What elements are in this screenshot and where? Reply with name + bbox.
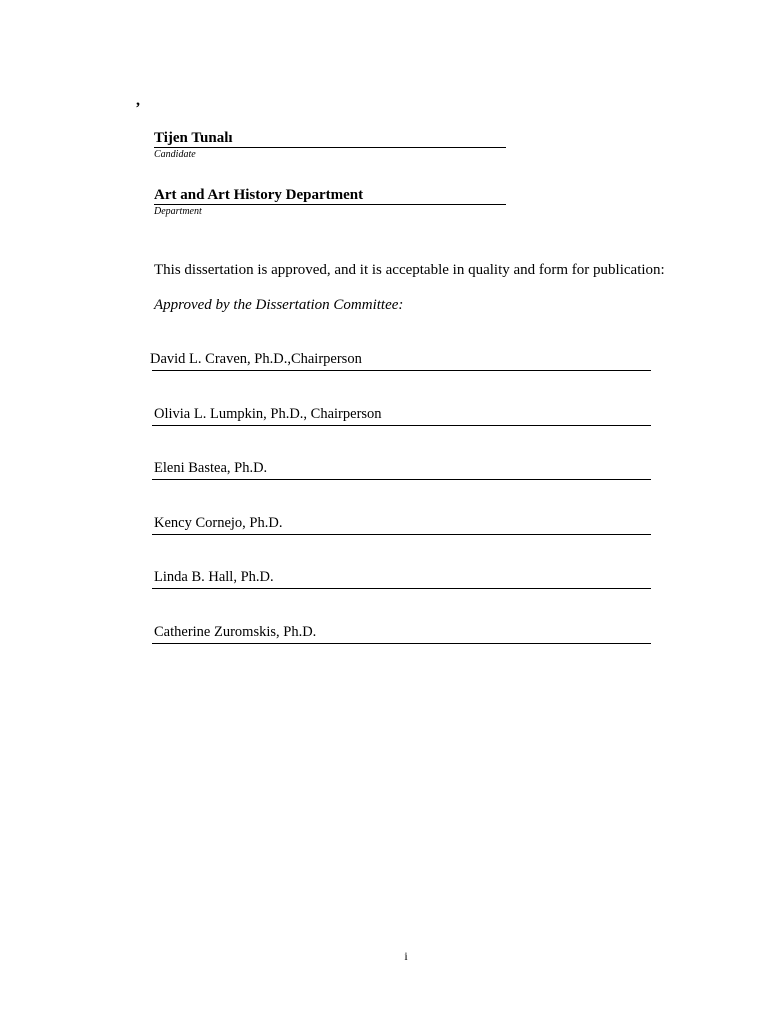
committee-member-name: David L. Craven, Ph.D.,Chairperson [150, 351, 362, 367]
committee-member-name: Olivia L. Lumpkin, Ph.D., Chairperson [154, 405, 382, 422]
candidate-name: Tijen Tunalı [154, 129, 506, 148]
committee-member-name: Eleni Bastea, Ph.D. [154, 460, 268, 476]
stray-comma-mark: , [136, 92, 140, 109]
committee-heading: Approved by the Dissertation Committee: [154, 297, 404, 313]
candidate-field [154, 129, 506, 161]
committee-member-name: Kency Cornejo, Ph.D. [154, 514, 283, 531]
approval-statement: This dissertation is approved, and it is acceptable in quality and form for publication: [154, 262, 665, 278]
signature-line [152, 403, 651, 426]
signature-line [152, 566, 651, 589]
signature-line [152, 348, 651, 371]
department-name: Art and Art History Department [154, 186, 506, 205]
signature-line [152, 457, 651, 480]
department-caption: Department [154, 206, 202, 217]
committee-signature-list [152, 348, 651, 675]
committee-member-name: Linda B. Hall, Ph.D. [154, 569, 274, 585]
page-number: i [404, 949, 408, 963]
department-field [154, 186, 506, 218]
candidate-caption: Candidate [154, 149, 196, 160]
signature-line [152, 621, 651, 644]
signature-line [152, 512, 651, 535]
committee-member-name: Catherine Zuromskis, Ph.D. [154, 623, 317, 640]
